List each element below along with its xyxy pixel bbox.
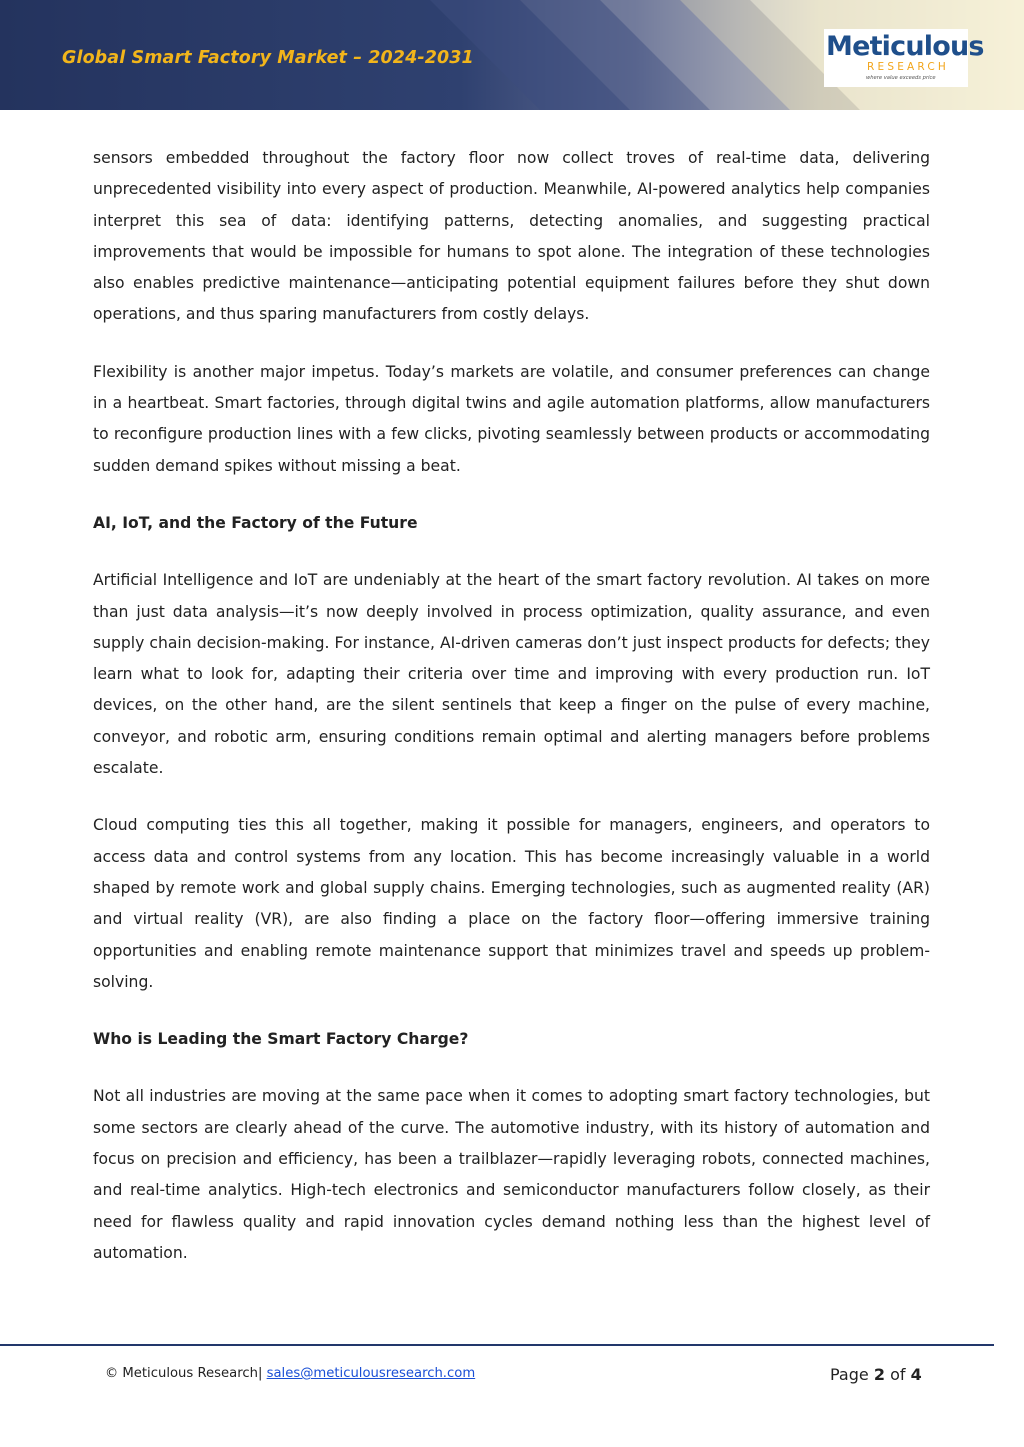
current-page: 2	[873, 1365, 885, 1384]
section-heading: AI, IoT, and the Factory of the Future	[93, 513, 418, 532]
page-header	[0, 0, 1024, 110]
document-title: Global Smart Factory Market – 2024-2031	[62, 48, 474, 68]
copyright-text: © Meticulous Research|	[105, 1366, 263, 1381]
page-of-label: of	[890, 1365, 906, 1384]
meticulous-research-logo	[824, 29, 984, 87]
body-paragraph: sensors embedded throughout the factory floor now collect troves of real-time data, delivering unprecedented visibility into every aspect of production. Meanwhile, AI-powered analytics help companies interpret this sea of data: identifying patterns, detecting anomalies, and suggesting practical improvements that would be impossible for humans to spot alone. The integration of these technologies also enables predictive maintenance—anticipating potential equipment failures before they shut down operations, and thus sparing manufacturers from costly delays.	[93, 149, 930, 324]
document-body	[93, 143, 930, 1295]
email-link[interactable]: sales@meticulousresearch.com	[266, 1366, 476, 1381]
footer-divider	[0, 1344, 994, 1346]
footer-copyright	[105, 1366, 475, 1381]
logo-tagline: where value exceeds price	[866, 75, 936, 81]
logo-subtitle: RESEARCH	[867, 61, 950, 73]
body-paragraph: Cloud computing ties this all together, making it possible for managers, engineers, and operators to access data and control systems from any location. This has become increasingly valuable in a world shaped by remote work and global supply chains. Emerging technologies, such as augmented reality (AR) and virtual reality (VR), are also finding a place on the factory floor—offering immersive training opportunities and enabling remote maintenance support that minimizes travel and speeds up problem-solving.	[93, 816, 930, 991]
logo-name: Meticulous	[826, 31, 984, 62]
page-label: Page	[830, 1365, 869, 1384]
body-paragraph: Artificial Intelligence and IoT are undeniably at the heart of the smart factory revolution. AI takes on more than just data analysis—it’s now deeply involved in process optimization, quality assurance, and even supply chain decision-making. For instance, AI-driven cameras don’t just inspect products for defects; they learn what to look for, adapting their criteria over time and improving with every production run. IoT devices, on the other hand, are the silent sentinels that keep a finger on the pulse of every machine, conveyor, and robotic arm, ensuring conditions remain optimal and alerting managers before problems escalate.	[93, 571, 930, 778]
body-paragraph: Flexibility is another major impetus. Today’s markets are volatile, and consumer preferences can change in a heartbeat. Smart factories, through digital twins and agile automation platforms, allow manufacturers to reconfigure production lines with a few clicks, pivoting seamlessly between products or accommodating sudden demand spikes without missing a beat.	[93, 362, 930, 475]
page-number	[830, 1365, 922, 1384]
body-paragraph: Not all industries are moving at the same pace when it comes to adopting smart factory technologies, but some sectors are clearly ahead of the curve. The automotive industry, with its history of automation and focus on precision and efficiency, has been a trailblazer—rapidly leveraging robots, connected machines, and real-time analytics. High-tech electronics and semiconductor manufacturers follow closely, as their need for flawless quality and rapid innovation cycles demand nothing less than the highest level of automation.	[93, 1087, 930, 1262]
section-heading: Who is Leading the Smart Factory Charge?	[93, 1030, 469, 1049]
total-pages: 4	[910, 1365, 922, 1384]
